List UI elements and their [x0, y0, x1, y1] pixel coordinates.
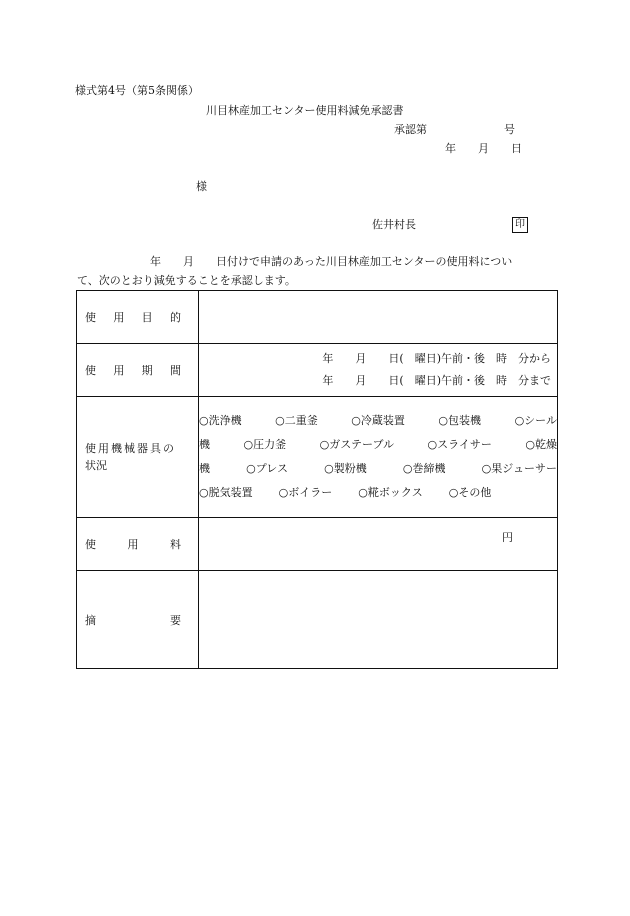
- issue-date: 年 月 日: [445, 142, 522, 155]
- equipment-option[interactable]: ○プレス: [246, 462, 288, 475]
- seal-mark: 印: [512, 217, 528, 233]
- purpose-label: 使 用 目 的: [77, 291, 199, 344]
- equipment-option[interactable]: ○冷蔵装置: [351, 414, 405, 427]
- equipment-option[interactable]: ○製粉機: [324, 462, 367, 475]
- equipment-option[interactable]: ○二重釜: [275, 414, 318, 427]
- yen-unit: 円: [502, 531, 513, 544]
- table-row: [77, 571, 558, 669]
- approval-form-table: [76, 290, 558, 669]
- body-text-line2: て、次のとおり減免することを承認します。: [77, 274, 296, 287]
- fee-field[interactable]: [199, 518, 558, 571]
- equipment-option[interactable]: ○果ジューサー: [481, 462, 557, 475]
- equipment-line: [199, 433, 557, 457]
- table-row: [77, 518, 558, 571]
- remarks-label: 摘 要: [77, 571, 199, 669]
- equipment-option[interactable]: ○糀ボックス: [358, 486, 423, 499]
- form-number: 様式第4号（第5条関係）: [75, 84, 199, 97]
- addressee-suffix: 様: [196, 180, 207, 193]
- equipment-label: 使用機械器具の 状況: [77, 397, 199, 518]
- equipment-option[interactable]: ○ボイラー: [278, 486, 333, 499]
- equipment-line: [199, 409, 557, 433]
- table-row: [77, 344, 558, 397]
- period-field[interactable]: [199, 344, 558, 397]
- equipment-option[interactable]: ○圧力釜: [243, 438, 287, 451]
- table-row: [77, 291, 558, 344]
- approval-number: 承認第 号: [394, 123, 515, 136]
- equipment-option[interactable]: ○シール: [514, 414, 557, 427]
- purpose-field[interactable]: [199, 291, 558, 344]
- equipment-option[interactable]: ○脱気装置: [199, 486, 253, 499]
- period-label: 使 用 期 間: [77, 344, 199, 397]
- equipment-option[interactable]: ○巻締機: [402, 462, 446, 475]
- document-title: 川目林産加工センター使用料減免承認書: [206, 104, 404, 117]
- equipment-option[interactable]: ○スライサー: [427, 438, 492, 451]
- equipment-option[interactable]: ○その他: [448, 486, 492, 499]
- period-to: 年 月 日( 曜日)午前・後 時 分まで: [322, 374, 551, 387]
- equipment-option: 機: [199, 462, 210, 475]
- equipment-option[interactable]: ○洗浄機: [199, 414, 242, 427]
- equipment-options: [199, 397, 558, 518]
- equipment-option[interactable]: ○ガステーブル: [319, 438, 395, 451]
- table-row: [77, 397, 558, 518]
- equipment-option[interactable]: ○包装機: [438, 414, 482, 427]
- period-from: 年 月 日( 曜日)午前・後 時 分から: [322, 352, 551, 365]
- fee-label: 使 用 料: [77, 518, 199, 571]
- equipment-line: [199, 481, 557, 505]
- equipment-option: 機: [199, 438, 210, 451]
- equipment-line: [199, 457, 557, 481]
- remarks-field[interactable]: [199, 571, 558, 669]
- equipment-option[interactable]: ○乾燥: [525, 438, 557, 451]
- issuer-name: 佐井村長: [372, 218, 416, 231]
- body-text-line1: 年 月 日付けで申請のあった川目林産加工センターの使用料につい: [150, 255, 513, 268]
